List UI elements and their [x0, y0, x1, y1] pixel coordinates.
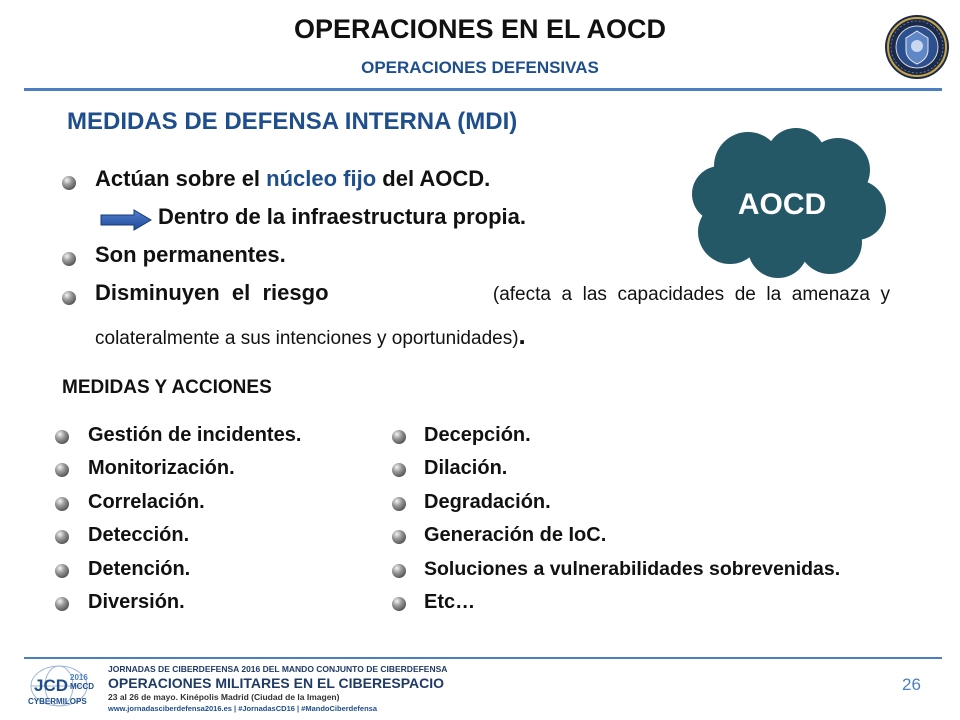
bullet-icon	[55, 430, 69, 444]
header-divider	[24, 88, 942, 91]
bullet-icon	[392, 564, 406, 578]
bullet-icon	[55, 597, 69, 611]
bullet-icon	[392, 597, 406, 611]
bullet-icon	[55, 564, 69, 578]
bullet-3-bold: Disminuyen el riesgo	[95, 280, 329, 305]
footer-divider	[24, 657, 942, 659]
sub-bullet-text: Dentro de la infraestructura propia.	[158, 204, 526, 229]
list-item: Gestión de incidentes.	[88, 424, 302, 446]
list-item: Detección.	[88, 524, 190, 546]
logo-year-text: 2016	[70, 673, 88, 682]
list-item: Degradación.	[424, 491, 551, 513]
logo-jcd-text: JCD	[34, 676, 69, 695]
aocd-cloud	[690, 124, 890, 278]
section-title: MEDIDAS DE DEFENSA INTERNA (MDI)	[67, 108, 518, 135]
bullet-icon	[392, 530, 406, 544]
bullet-icon	[55, 497, 69, 511]
bullet-icon	[55, 530, 69, 544]
bullet-icon	[62, 176, 76, 190]
bullet-3-period: .	[518, 320, 526, 350]
list-item: Soluciones a vulnerabilidades sobrevenidas.	[424, 558, 841, 580]
cloud-label: AOCD	[737, 188, 827, 221]
bullet-1-end: del AOCD.	[376, 166, 491, 191]
list-item: Etc…	[424, 591, 476, 613]
bullet-icon	[62, 291, 76, 305]
logo-sub-text: CYBERMILOPS	[28, 697, 87, 706]
measures-heading: MEDIDAS Y ACCIONES	[62, 377, 272, 398]
footer-line-3: 23 al 26 de mayo. Kinépolis Madrid (Ciudad de la Imagen)	[108, 692, 340, 702]
list-item: Dilación.	[424, 457, 508, 479]
emblem-seal-icon	[884, 14, 950, 80]
bullet-1-text: Actúan sobre el	[95, 166, 267, 191]
page-title: OPERACIONES EN EL AOCD	[293, 14, 667, 44]
logo-mccd-text: MCCD	[70, 682, 94, 691]
list-item: Decepción.	[424, 424, 531, 446]
bullet-1	[95, 166, 490, 192]
bullet-2: Son permanentes.	[95, 242, 286, 267]
list-item: Detención.	[88, 558, 191, 580]
bullet-3-continued	[95, 320, 526, 351]
bullet-icon	[62, 252, 76, 266]
list-item: Correlación.	[88, 491, 205, 513]
arrow-right-icon	[100, 209, 152, 231]
list-item: Diversión.	[88, 591, 185, 613]
bullet-icon	[392, 430, 406, 444]
footer-line-2: OPERACIONES MILITARES EN EL CIBERESPACIO	[108, 675, 445, 691]
jcd-logo	[28, 664, 94, 710]
footer-line-1: JORNADAS DE CIBERDEFENSA 2016 DEL MANDO CONJUNTO DE CIBERDEFENSA	[108, 664, 448, 674]
bullet-3	[95, 280, 890, 306]
page-subtitle: OPERACIONES DEFENSIVAS	[361, 58, 599, 77]
bullet-3-note-2: colateralmente a sus intenciones y oportunidades)	[95, 328, 519, 349]
page-number: 26	[902, 675, 921, 694]
bullet-icon	[392, 463, 406, 477]
bullet-3-note-1: (afecta a las capacidades de la amenaza y	[492, 284, 890, 305]
list-item: Generación de IoC.	[424, 524, 607, 546]
bullet-icon	[392, 497, 406, 511]
footer-line-4: www.jornadasciberdefensa2016.es | #JornadasCD16 | #MandoCiberdefensa	[108, 704, 378, 713]
list-item: Monitorización.	[88, 457, 235, 479]
bullet-icon	[55, 463, 69, 477]
bullet-1-highlight: núcleo fijo	[266, 166, 377, 191]
